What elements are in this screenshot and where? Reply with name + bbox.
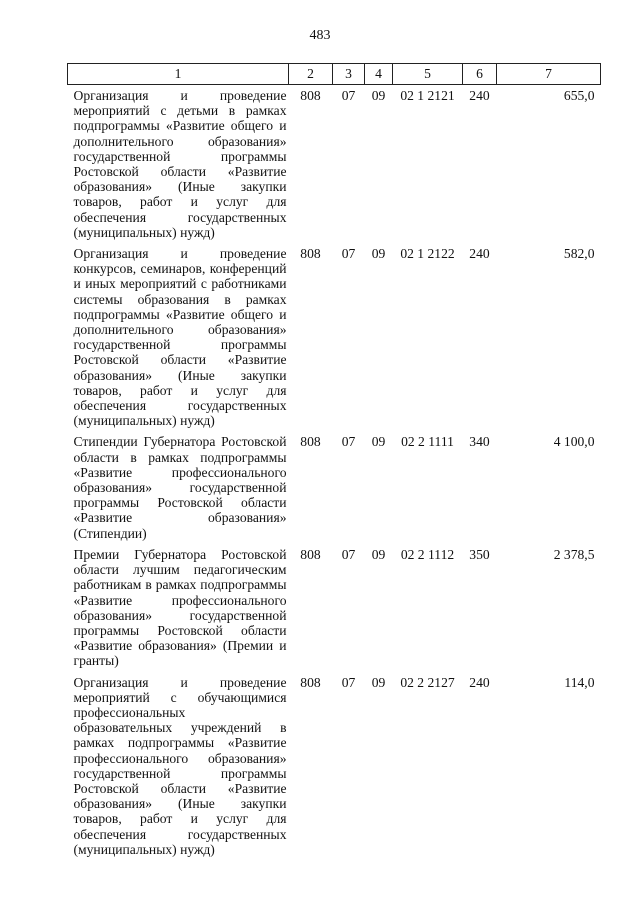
row-description: Премии Губернатора Ростовской области лучшим педагогическим работникам в рамках подпрограммы «Развитие профессионального образования» государственной программы Ростовской области «Развитие образования» (Премии и гранты)	[73, 546, 287, 669]
row-expense-type: 350	[469, 546, 490, 562]
row-ministry-code: 808	[300, 246, 321, 262]
header-col-3: 3	[333, 64, 365, 85]
row-subsection-code: 09	[371, 88, 386, 103]
row-target-article: 02 2 1111	[401, 434, 454, 450]
page-number: 483	[309, 28, 331, 43]
row-subsection-code: 09	[371, 246, 386, 262]
row-description: Организация и проведение конкурсов, семинаров, конференций и иных мероприятий с работниками системы образования в рамках подпрограммы «Развитие общего и дополнительного образования» государственной программы Ростовской области «Развитие образования» (Иные закупки товаров, работ и услуг для обеспечения государственных (муниципальных) нужд)	[73, 246, 287, 429]
row-section-code: 07	[341, 674, 356, 690]
row-target-article: 02 1 2122	[400, 246, 455, 262]
row-expense-type: 240	[469, 246, 490, 262]
header-col-1: 1	[68, 64, 289, 85]
row-section-code: 07	[341, 246, 356, 262]
header-col-6: 6	[463, 64, 497, 85]
table-row	[68, 434, 601, 546]
row-ministry-code: 808	[300, 88, 321, 103]
budget-table	[67, 63, 601, 863]
row-amount: 655,0	[563, 88, 595, 103]
row-description: Стипендии Губернатора Ростовской области в рамках подпрограммы «Развитие профессионального образования» государственной программы Ростовской области «Развитие образования» (Стипендии)	[73, 434, 287, 541]
row-expense-type: 340	[469, 434, 490, 450]
header-col-2: 2	[289, 64, 333, 85]
table-row	[68, 85, 601, 247]
row-amount: 582,0	[563, 246, 595, 262]
table-row	[68, 675, 601, 863]
row-section-code: 07	[341, 88, 356, 103]
row-section-code: 07	[341, 434, 356, 450]
header-col-7: 7	[497, 64, 601, 85]
row-ministry-code: 808	[300, 674, 321, 690]
table-header	[68, 64, 601, 85]
row-ministry-code: 808	[300, 546, 321, 562]
row-section-code: 07	[341, 546, 356, 562]
row-amount: 2 378,5	[553, 546, 595, 562]
row-target-article: 02 2 1112	[400, 546, 455, 562]
row-target-article: 02 2 2127	[400, 674, 455, 690]
row-amount: 114,0	[564, 674, 595, 690]
table-row	[68, 246, 601, 434]
row-subsection-code: 09	[371, 434, 386, 450]
row-subsection-code: 09	[371, 546, 386, 562]
row-ministry-code: 808	[300, 434, 321, 450]
table-body	[68, 85, 601, 863]
row-target-article: 02 1 2121	[400, 88, 455, 103]
header-row	[68, 64, 601, 85]
row-subsection-code: 09	[371, 674, 386, 690]
row-expense-type: 240	[469, 88, 490, 103]
row-expense-type: 240	[469, 674, 490, 690]
header-col-4: 4	[365, 64, 393, 85]
row-description: Организация и проведение мероприятий с обучающимися профессиональных образовательных учреждений в рамках подпрограммы «Развитие профессионального образования» государственной программы Ростовской области «Развитие образования» (Иные закупки товаров, работ и услуг для обеспечения государственных (муниципальных) нужд)	[73, 674, 287, 857]
table-row	[68, 547, 601, 675]
row-description: Организация и проведение мероприятий с детьми в рамках подпрограммы «Развитие общего и дополнительного образования» государственной программы Ростовской области «Развитие образования» (Иные закупки товаров, работ и услуг для обеспечения государственных (муниципальных) нужд)	[73, 88, 287, 240]
row-amount: 4 100,0	[553, 434, 595, 450]
header-col-5: 5	[393, 64, 463, 85]
